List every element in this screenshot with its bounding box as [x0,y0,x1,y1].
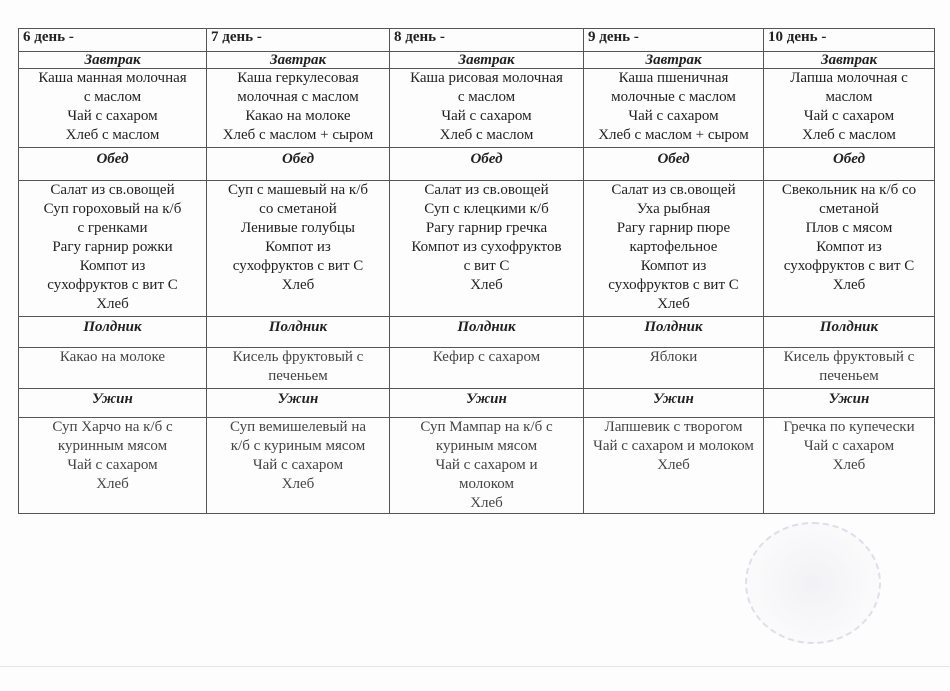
dish-line: Хлеб [96,296,129,312]
scan-edge-line [0,666,950,667]
dish-line: Плов с мясом [805,220,893,236]
snack-dishes [390,348,584,389]
day-title: 8 день - [390,29,584,52]
dish-line: куриным мясом [435,438,538,454]
meal-label-dinner: Ужин [764,389,935,418]
dish-line: Чай с сахаром и [435,457,538,473]
dish-line: картофельное [629,239,718,255]
snack-items-row [19,348,935,389]
dish-line: Чай с сахаром [803,438,895,454]
dish-line: Каша геркулесовая [237,70,359,86]
dish-line: Компот из [79,258,146,274]
dish-line: Хлеб [832,277,866,293]
dish-line: Салат из св.овощей [50,182,175,198]
dish-line: Салат из св.овощей [611,182,736,198]
meal-label-dinner: Ужин [19,389,207,418]
lunch-label-row [19,148,935,181]
dish-line: Каша манная молочная [38,70,187,86]
dish-line: с маслом [457,89,516,105]
dish-line: к/б с куриным мясом [230,438,366,454]
dish-line: Чай с сахаром [67,108,158,124]
dinner-dishes [584,418,764,514]
dish-line: Каша рисовая молочная [410,70,563,86]
dish-line: Какао на молоке [245,108,351,124]
dish-line: Свекольник на к/б со [781,182,917,198]
dish-line: сухофруктов с вит С [47,277,178,293]
day-title: 9 день - [584,29,764,52]
dish-line: Хлеб [470,277,503,293]
dish-line: Рагу гарнир пюре [616,220,731,236]
lunch-dishes [764,181,935,317]
dish-line: с гренками [77,220,148,236]
dish-line: Хлеб [657,457,690,473]
snack-label-row [19,317,935,348]
snack-dishes [764,348,935,389]
dish-line: Хлеб [657,296,690,312]
breakfast-dishes [764,69,935,148]
dish-line: Суп с машевый на к/б [227,182,369,198]
dish-line: Кисель фруктовый с [783,349,915,365]
dish-line: молочные с маслом [611,89,736,105]
lunch-dishes [584,181,764,317]
dish-line: Хлеб с маслом [802,127,896,143]
dish-line: Лапша молочная с [790,70,908,86]
dish-line: Кефир с сахаром [432,349,541,365]
meal-label-snack: Полдник [764,317,935,348]
dish-line: Хлеб с маслом [439,127,534,143]
day-title: 10 день - [764,29,935,52]
breakfast-dishes [207,69,390,148]
dish-line: Рагу гарнир рожки [52,239,173,255]
dish-line: Хлеб с маслом + сыром [598,127,749,143]
dish-line: маслом [825,89,873,105]
breakfast-dishes [584,69,764,148]
dish-line: Рагу гарнир гречка [425,220,548,236]
dish-line: Суп Харчо на к/б с [52,419,173,435]
dish-line: Лапшевик с творогом [604,419,743,435]
meal-label-lunch: Обед [584,148,764,181]
dish-line: Компот из [640,258,707,274]
meal-label-dinner: Ужин [390,389,584,418]
breakfast-dishes [19,69,207,148]
dish-line: сухофруктов с вит С [608,277,739,293]
dish-line: печеньем [268,368,328,384]
meal-label-snack: Полдник [19,317,207,348]
dish-line: печеньем [819,368,879,384]
dish-line: Каша пшеничная [618,70,729,86]
meal-label-breakfast: Завтрак [390,52,584,69]
dish-line: Кисель фруктовый с [232,349,364,365]
dish-line: Яблоки [649,349,698,365]
dish-line: Какао на молоке [59,349,166,365]
dish-line: Компот из [816,239,882,255]
dinner-dishes [390,418,584,514]
dish-line: Чай с сахаром [252,457,344,473]
dish-line: Уха рыбная [636,201,711,217]
dish-line: Хлеб [470,495,503,511]
meal-label-breakfast: Завтрак [207,52,390,69]
dish-line: с маслом [83,89,142,105]
day-title: 7 день - [207,29,390,52]
lunch-items-row [19,181,935,317]
dish-line: сухофруктов с вит С [232,258,364,274]
snack-dishes [207,348,390,389]
dish-line: Суп вемишелевый на [229,419,367,435]
dish-line: Чай с сахаром и молоком [593,438,754,454]
meal-label-snack: Полдник [207,317,390,348]
dish-line: Суп с клецкими к/б [424,201,549,217]
breakfast-items-row [19,69,935,148]
snack-dishes [19,348,207,389]
dish-line: сухофруктов с вит С [783,258,915,274]
meal-label-lunch: Обед [19,148,207,181]
meal-label-dinner: Ужин [584,389,764,418]
snack-dishes [584,348,764,389]
dish-line: Хлеб [281,476,315,492]
meal-label-snack: Полдник [584,317,764,348]
dish-line: Хлеб с маслом [65,127,160,143]
dish-line: Компот из сухофруктов [411,239,562,255]
dish-line: Салат из св.овощей [424,182,549,198]
dinner-label-row [19,389,935,418]
faded-stamp-mark [745,522,881,644]
dinner-dishes [207,418,390,514]
dish-line: Хлеб [96,476,129,492]
dish-line: Чай с сахаром [67,457,158,473]
dish-line: Хлеб с маслом + сыром [222,127,374,143]
dish-line: сметаной [819,201,879,217]
dish-line: Хлеб [832,457,866,473]
meal-label-dinner: Ужин [207,389,390,418]
dinner-dishes [764,418,935,514]
dish-line: молочная с маслом [237,89,359,105]
breakfast-dishes [390,69,584,148]
meal-label-snack: Полдник [390,317,584,348]
day-title: 6 день - [19,29,207,52]
dish-line: Суп гороховый на к/б [43,201,182,217]
meal-label-lunch: Обед [764,148,935,181]
meal-label-breakfast: Завтрак [584,52,764,69]
lunch-dishes [390,181,584,317]
dish-line: Чай с сахаром [441,108,532,124]
meal-label-breakfast: Завтрак [764,52,935,69]
dish-line: Гречка по купечески [783,419,915,435]
dish-line: Хлеб [281,277,315,293]
dish-line: Чай с сахаром [628,108,719,124]
dish-line: Компот из [265,239,331,255]
dinner-items-row [19,418,935,514]
dish-line: Чай с сахаром [803,108,895,124]
meal-label-lunch: Обед [390,148,584,181]
meal-label-lunch: Обед [207,148,390,181]
meal-label-breakfast: Завтрак [19,52,207,69]
dish-line: куринным мясом [57,438,168,454]
dish-line: с вит С [463,258,510,274]
dish-line: Суп Мампар на к/б с [420,419,553,435]
lunch-dishes [19,181,207,317]
dish-line: со сметаной [259,201,337,217]
dish-line: молоком [458,476,514,492]
breakfast-label-row [19,52,935,69]
day-header-row [19,29,935,52]
menu-table [18,28,935,514]
lunch-dishes [207,181,390,317]
dinner-dishes [19,418,207,514]
dish-line: Ленивые голубцы [241,220,355,236]
